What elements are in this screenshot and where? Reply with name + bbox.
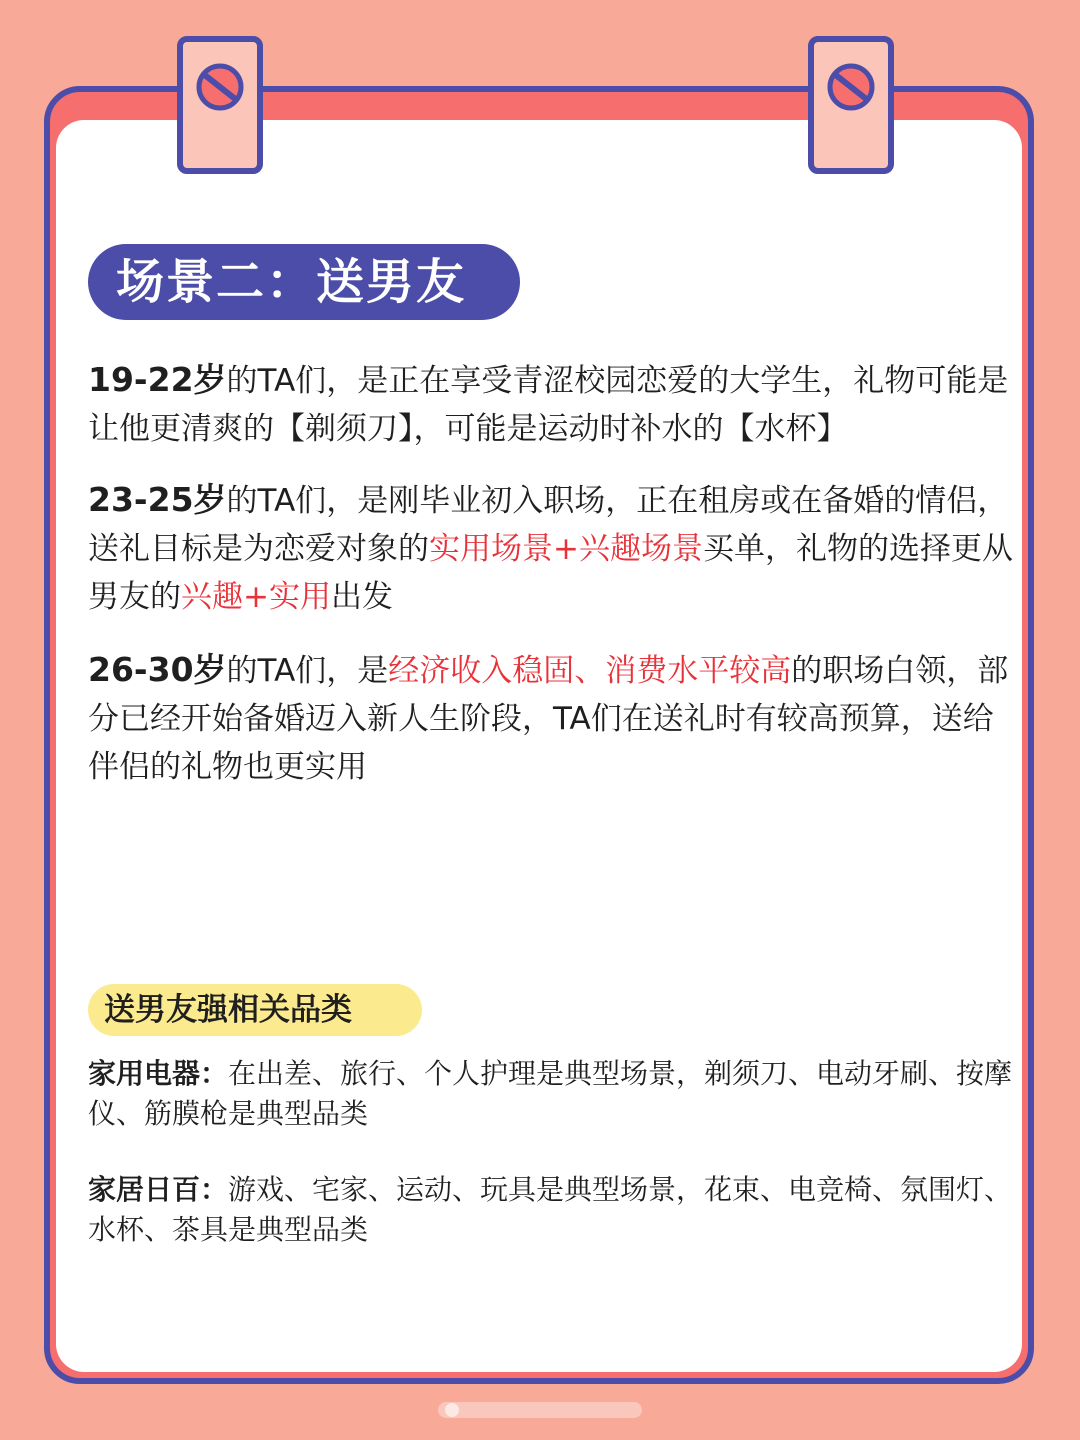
no-entry-icon <box>826 62 876 112</box>
highlight-text: 经济收入稳固、消费水平较高 <box>388 653 792 689</box>
no-entry-icon <box>195 62 245 112</box>
paragraph-age-23-25 <box>88 476 1018 621</box>
paragraph-text: 的TA们，是 <box>226 653 389 689</box>
category-appliances <box>88 1054 1038 1134</box>
category-home-goods <box>88 1170 1038 1250</box>
page-title: 场景二：送男友 <box>88 244 520 320</box>
paragraph-text: 的职场白领，部分已经开始备婚迈入新人生阶段，TA们在送礼时有较高预算，送给伴侣的礼物也更实用 <box>88 653 1009 785</box>
category-label: 家用电器： <box>88 1057 229 1090</box>
paragraph-text: 买单，礼物的选择更从男友的 <box>88 531 1013 615</box>
paragraph-text: 出发 <box>330 579 393 615</box>
category-text: 在出差、旅行、个人护理是典型场景，剃须刀、电动牙刷、按摩仪、筋膜枪是典型品类 <box>88 1057 1013 1130</box>
highlight-text: 兴趣+实用 <box>181 579 331 615</box>
binder-clip-left <box>177 36 263 174</box>
paragraph-age-26-30 <box>88 646 1018 791</box>
age-label: 26-30岁 <box>88 650 227 689</box>
paragraph-age-19-22 <box>88 356 1018 453</box>
age-label: 23-25岁 <box>88 480 227 519</box>
age-label: 19-22岁 <box>88 360 227 399</box>
binder-clip-right <box>808 36 894 174</box>
section-title: 送男友强相关品类 <box>88 984 422 1036</box>
watermark-logo <box>438 1398 642 1422</box>
highlight-text: 实用场景+兴趣场景 <box>429 531 703 567</box>
category-label: 家居日百： <box>88 1173 229 1206</box>
paragraph-text: 的TA们，是刚毕业初入职场，正在租房或在备婚的情侣，送礼目标是为恋爱对象的 <box>88 483 1009 567</box>
category-text: 游戏、宅家、运动、玩具是典型场景，花束、电竞椅、氛围灯、水杯、茶具是典型品类 <box>88 1173 1013 1246</box>
paragraph-text: 的TA们，是正在享受青涩校园恋爱的大学生，礼物可能是让他更清爽的【剃须刀】，可能是运动时补水的【水杯】 <box>88 363 1009 447</box>
